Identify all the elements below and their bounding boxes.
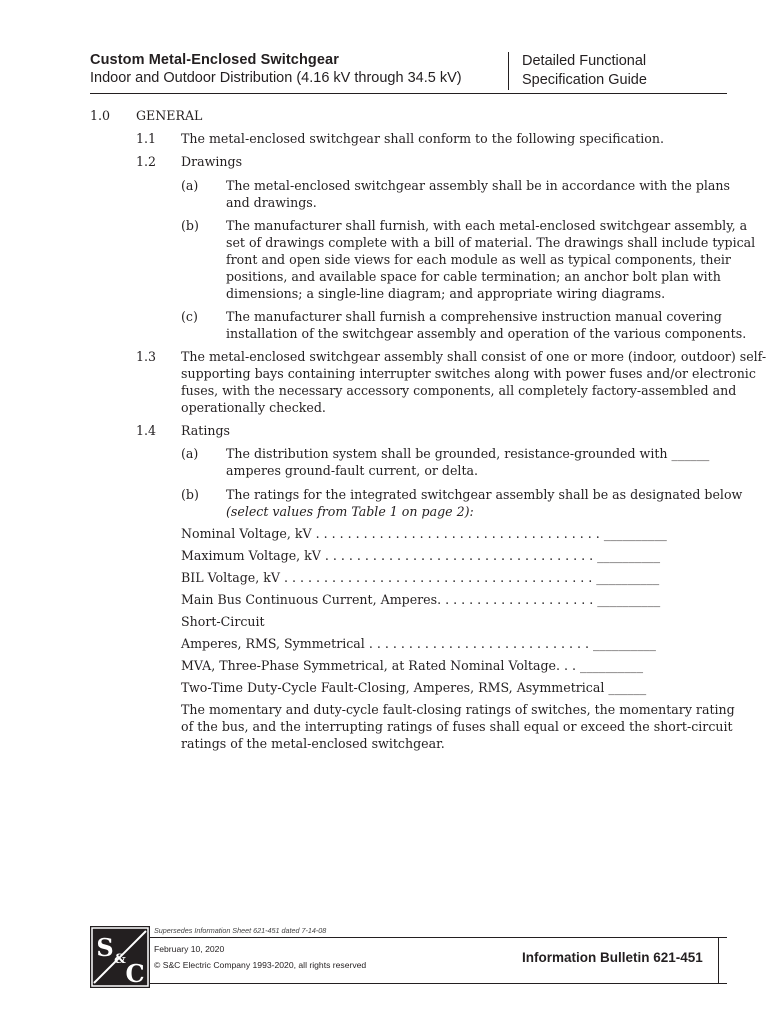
clause-1-1-text: The metal-enclosed switchgear shall conform to the following specification. — [181, 131, 665, 146]
svg-text:C: C — [125, 959, 145, 988]
bulletin-number: Information Bulletin 621-451 — [522, 950, 703, 965]
item-1-2-b-line-1: The manufacturer shall furnish, with each metal-enclosed switchgear assembly, a — [226, 218, 748, 233]
item-1-2-a-line-1: The metal-enclosed switchgear assembly shall be in accordance with the plans — [226, 178, 730, 193]
section-number: 1.0 — [90, 108, 111, 123]
clause-number-1-4: 1.4 — [136, 423, 157, 438]
item-label-1-2-a: (a) — [181, 178, 199, 193]
item-label-1-4-a: (a) — [181, 446, 199, 461]
clause-1-3-line-2: supporting bays containing interrupter switches along with power fuses and/or electronic — [181, 366, 756, 381]
document-title: Custom Metal-Enclosed Switchgear — [90, 52, 339, 68]
rating-mva-three-phase: MVA, Three-Phase Symmetrical, at Rated Nominal Voltage. . . __________ — [181, 658, 643, 673]
document-type — [522, 52, 647, 90]
publication-date: February 10, 2020 — [154, 944, 225, 954]
footer-bottom-rule — [150, 983, 727, 984]
closing-line-2: of the bus, and the interrupting ratings of fuses shall equal or exceed the short-circuit — [181, 719, 733, 734]
section-title: GENERAL — [136, 108, 203, 123]
rating-amperes-rms-symmetrical: Amperes, RMS, Symmetrical . . . . . . . . . . . . . . . . . . . . . . . . . . . . __________ — [181, 636, 656, 651]
footer-right-rule — [718, 937, 719, 984]
item-label-1-4-b: (b) — [181, 487, 199, 502]
item-label-1-2-b: (b) — [181, 218, 199, 233]
item-1-2-b-line-5: dimensions; a single-line diagram; and appropriate wiring diagrams. — [226, 286, 666, 301]
item-1-2-c-line-1: The manufacturer shall furnish a comprehensive instruction manual covering — [226, 309, 722, 324]
item-1-2-b-line-3: front and open side views for each module as well as typical components, their — [226, 252, 731, 267]
rating-nominal-voltage: Nominal Voltage, kV . . . . . . . . . . . . . . . . . . . . . . . . . . . . . . . . . . . . __________ — [181, 526, 667, 541]
item-1-4-b-line-1: The ratings for the integrated switchgear assembly shall be as designated below — [226, 487, 743, 502]
clause-number-1-3: 1.3 — [136, 349, 157, 364]
clause-1-3-line-1: The metal-enclosed switchgear assembly shall consist of one or more (indoor, outdoor) self- — [181, 349, 767, 364]
footer-top-rule — [150, 937, 727, 938]
rating-maximum-voltage: Maximum Voltage, kV . . . . . . . . . . . . . . . . . . . . . . . . . . . . . . . . . . __________ — [181, 548, 661, 563]
clause-1-2-title: Drawings — [181, 154, 243, 169]
document-type-line-1: Detailed Functional — [522, 53, 647, 69]
item-1-4-a-line-2: amperes ground-fault current, or delta. — [226, 463, 479, 478]
item-1-4-b-line-2: (select values from Table 1 on page 2): — [226, 504, 474, 519]
item-1-4-a-line-1: The distribution system shall be grounded, resistance-grounded with ______ — [226, 446, 710, 461]
clause-1-3-line-3: fuses, with the necessary accessory components, all completely factory-assembled and — [181, 383, 737, 398]
item-1-2-b-line-2: set of drawings complete with a bill of material. The drawings shall include typical — [226, 235, 756, 250]
supersedes-note: Supersedes Information Sheet 621-451 dated 7-14-08 — [154, 926, 327, 935]
rating-fault-closing: Two-Time Duty-Cycle Fault-Closing, Amperes, RMS, Asymmetrical ______ — [181, 680, 647, 695]
closing-line-1: The momentary and duty-cycle fault-closing ratings of switches, the momentary rating — [181, 702, 735, 717]
document-type-line-2: Specification Guide — [522, 72, 647, 88]
clause-number-1-1: 1.1 — [136, 131, 157, 146]
clause-1-3-line-4: operationally checked. — [181, 400, 326, 415]
document-header — [90, 52, 500, 87]
clause-1-4-title: Ratings — [181, 423, 231, 438]
svg-text:&: & — [114, 952, 126, 967]
item-1-2-a-line-2: and drawings. — [226, 195, 317, 210]
item-1-2-b-line-4: positions, and available space for cable termination; an anchor bolt plan with — [226, 269, 721, 284]
rating-main-bus-current: Main Bus Continuous Current, Amperes. . . . . . . . . . . . . . . . . . . . __________ — [181, 592, 661, 607]
header-rule — [90, 93, 727, 94]
rating-short-circuit-heading: Short-Circuit — [181, 614, 265, 629]
svg-text:S: S — [96, 933, 114, 962]
rating-bil-voltage: BIL Voltage, kV . . . . . . . . . . . . . . . . . . . . . . . . . . . . . . . . . . . . . . . __________ — [181, 570, 660, 585]
closing-line-3: ratings of the metal-enclosed switchgear. — [181, 736, 445, 751]
clause-number-1-2: 1.2 — [136, 154, 157, 169]
sc-logo — [90, 926, 150, 988]
header-divider — [508, 52, 509, 90]
item-1-2-c-line-2: installation of the switchgear assembly and operation of the various components. — [226, 326, 747, 341]
document-subtitle: Indoor and Outdoor Distribution (4.16 kV through 34.5 kV) — [90, 69, 462, 86]
item-label-1-2-c: (c) — [181, 309, 198, 324]
copyright: © S&C Electric Company 1993-2020, all rights reserved — [154, 960, 367, 970]
